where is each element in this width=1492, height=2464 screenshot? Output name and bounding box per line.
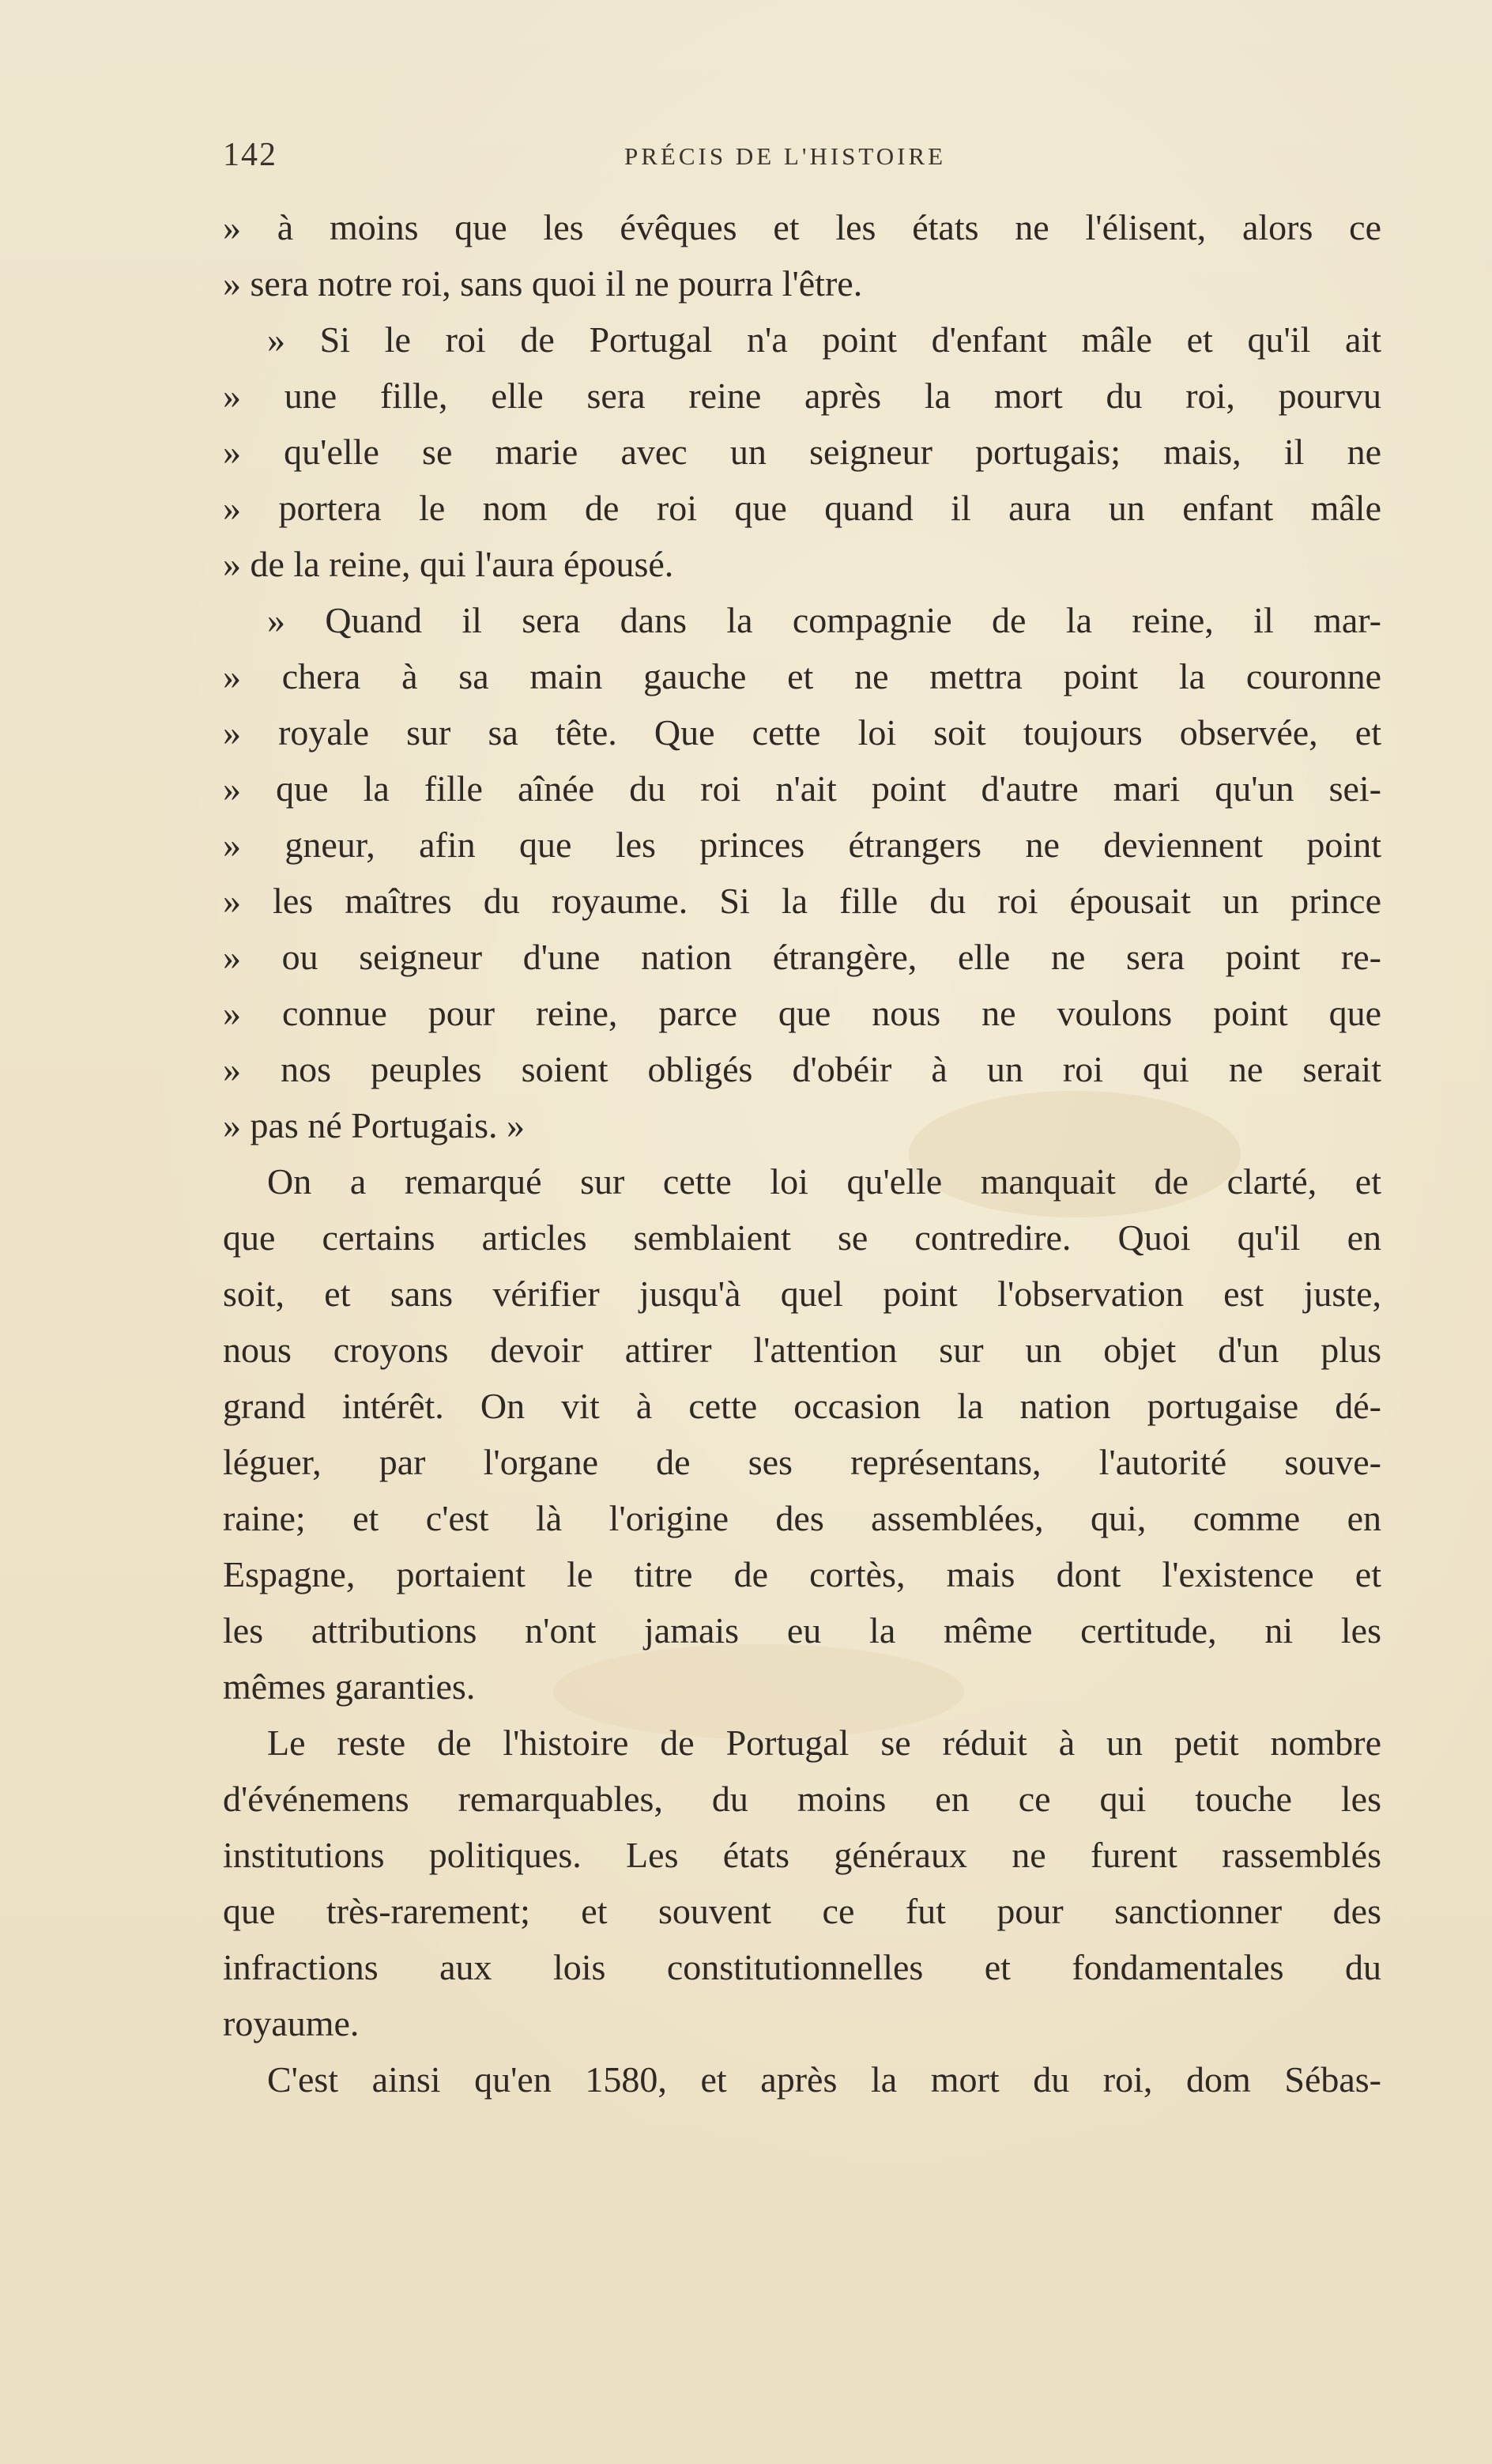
text-line: grand intérêt. On vit à cette occasion la nation portugaise dé- — [223, 1386, 1381, 1426]
text-line: léguer, par l'organe de ses représentans, l'autorité souve- — [223, 1442, 1381, 1482]
text-line: mêmes garanties. — [223, 1666, 476, 1707]
text-line: institutions politiques. Les états généraux ne furent rassemblés — [223, 1835, 1381, 1875]
text-line: » à moins que les évêques et les états ne l'élisent, alors ce — [223, 207, 1381, 247]
text-line: » connue pour reine, parce que nous ne voulons point que — [223, 993, 1381, 1033]
text-line: royaume. — [223, 2003, 360, 2043]
text-line: que certains articles semblaient se contredire. Quoi qu'il en — [223, 1217, 1381, 1258]
text-line: » sera notre roi, sans quoi il ne pourra l'être. — [223, 263, 863, 304]
text-line: » les maîtres du royaume. Si la fille du roi épousait un prince — [223, 881, 1381, 921]
text-line: On a remarqué sur cette loi qu'elle manquait de clarté, et — [267, 1161, 1381, 1202]
text-line: » royale sur sa tête. Que cette loi soit toujours observée, et — [223, 712, 1381, 753]
text-line: » nos peuples soient obligés d'obéir à un roi qui ne serait — [223, 1049, 1381, 1089]
text-line: » portera le nom de roi que quand il aura un enfant mâle — [223, 488, 1381, 528]
text-line: Le reste de l'histoire de Portugal se réduit à un petit nombre — [267, 1723, 1381, 1763]
text-line: » gneur, afin que les princes étrangers ne deviennent point — [223, 824, 1381, 865]
text-line: » de la reine, qui l'aura épousé. — [223, 544, 674, 584]
text-line: » Si le roi de Portugal n'a point d'enfant mâle et qu'il ait — [267, 319, 1381, 360]
text-line: » que la fille aînée du roi n'ait point d'autre mari qu'un sei- — [223, 768, 1381, 809]
text-line: » qu'elle se marie avec un seigneur portugais; mais, il ne — [223, 432, 1381, 472]
text-line: C'est ainsi qu'en 1580, et après la mort du roi, dom Sébas- — [267, 2059, 1381, 2100]
text-line: les attributions n'ont jamais eu la même certitude, ni les — [223, 1610, 1381, 1651]
page-number: 142 — [223, 137, 277, 173]
text-line: que très-rarement; et souvent ce fut pour sanctionner des — [223, 1891, 1381, 1931]
text-line: infractions aux lois constitutionnelles et fondamentales du — [223, 1947, 1381, 1987]
text-line: Espagne, portaient le titre de cortès, mais dont l'existence et — [223, 1554, 1381, 1594]
page-header — [213, 136, 1391, 183]
text-line: d'événemens remarquables, du moins en ce qui touche les — [223, 1779, 1381, 1819]
text-line: » ou seigneur d'une nation étrangère, elle ne sera point re- — [223, 937, 1381, 977]
text-line: » pas né Portugais. » — [223, 1105, 526, 1145]
text-line: » Quand il sera dans la compagnie de la reine, il mar- — [267, 600, 1381, 640]
running-head: PRÉCIS DE L'HISTOIRE — [624, 142, 947, 170]
text-line: nous croyons devoir attirer l'attention sur un objet d'un plus — [223, 1330, 1381, 1370]
body-text — [223, 199, 1381, 2107]
text-line: » chera à sa main gauche et ne mettra point la couronne — [223, 656, 1381, 696]
text-line: » une fille, elle sera reine après la mort du roi, pourvu — [223, 375, 1381, 416]
text-line: soit, et sans vérifier jusqu'à quel point l'observation est juste, — [223, 1274, 1381, 1314]
text-line: raine; et c'est là l'origine des assemblées, qui, comme en — [223, 1498, 1381, 1538]
